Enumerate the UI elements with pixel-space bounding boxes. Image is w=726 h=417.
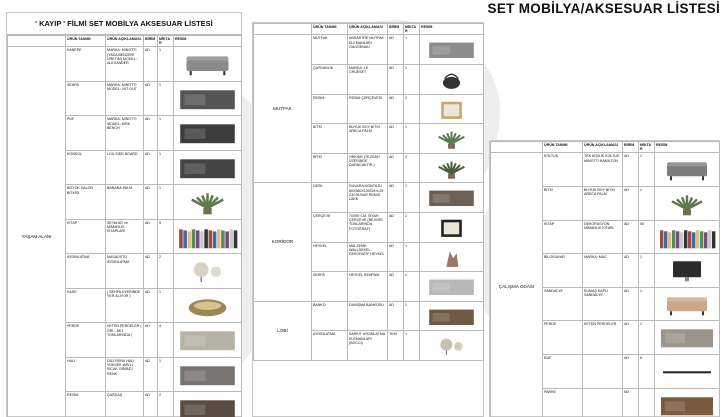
artwork-image: [176, 397, 239, 417]
cell-qty: 1: [404, 301, 420, 331]
cell-desc: BANANA PALM: [106, 185, 144, 220]
column-header: ÜRÜN AÇIKLAMASI: [583, 142, 623, 153]
cell-qty: 1: [404, 65, 420, 95]
cell-desc: MARKA: MINOTTI MODEL: JUT OUT: [106, 81, 144, 116]
cell-desc: ( SEHPA ÜZERİNDE YER ALIYOR ): [106, 288, 144, 323]
cell-qty: 1: [158, 116, 174, 151]
cell-name: KANEPE: [66, 47, 106, 82]
curtain-image: [176, 328, 239, 354]
furniture-table-2: [253, 23, 484, 361]
bench-image: [176, 121, 239, 147]
cell-name: KİTAP: [66, 219, 106, 254]
cell-qty: 1: [158, 150, 174, 185]
cell-desc: KETEN PERDELER: [583, 321, 623, 355]
cell-desc: BÜYÜK BOY BİTKİ ARECA PALM: [348, 124, 388, 154]
cell-name: PERDE: [66, 323, 106, 358]
column-header: ÜRÜN TANIMI: [312, 24, 348, 35]
cell-image: [420, 183, 484, 213]
cell-desc: [583, 388, 623, 417]
cell-name: PERDE: [543, 321, 583, 355]
cell-desc: MASAÜSTÜ AYDINLATMA: [106, 254, 144, 289]
category-label: LOBİ: [254, 301, 312, 360]
cell-desc: ÇAĞDAŞ: [106, 392, 144, 417]
cell-desc: DEKORASYON MİMARLIK KİTABI: [583, 220, 623, 254]
curtain-image: [657, 326, 717, 351]
parquet-image: [657, 394, 717, 417]
column-header: BİRİM: [388, 24, 404, 35]
cell-qty: 1: [404, 242, 420, 272]
cell-unit: AD: [388, 242, 404, 272]
cell-unit: AD: [388, 153, 404, 183]
cell-qty: 1: [639, 187, 655, 221]
cell-qty: 1: [639, 287, 655, 321]
cell-unit: AD: [144, 185, 158, 220]
cell-desc: MARKA: MAC: [583, 254, 623, 288]
cell-image: [420, 272, 484, 302]
orchid-image: [422, 159, 481, 180]
cell-unit: AD: [144, 116, 158, 151]
cell-unit: AD: [623, 187, 639, 221]
cell-desc: KETEN PERDELER ( GRİ - BEJ TONLARINDA ): [106, 323, 144, 358]
cell-unit: AD: [623, 254, 639, 288]
cell-qty: 1: [404, 124, 420, 154]
cell-qty: 5: [158, 219, 174, 254]
cell-image: [655, 388, 720, 417]
monitor-image: [657, 259, 717, 284]
column-header: ÜRÜN TANIMI: [543, 142, 583, 153]
cell-name: ÇAYDANLIK: [312, 65, 348, 95]
cell-image: [174, 254, 242, 289]
cell-name: BİTKİ: [312, 124, 348, 154]
cell-name: RESİM: [66, 392, 106, 417]
cell-qty: 2: [158, 392, 174, 417]
column-header: MİKTAR: [639, 142, 655, 153]
frame-image: [422, 100, 481, 121]
cell-image: [420, 94, 484, 124]
header-spacer: [8, 36, 66, 47]
bowl-image: [176, 294, 239, 320]
cell-unit: AD: [388, 35, 404, 65]
cell-unit: AD: [144, 254, 158, 289]
cell-desc: SEYAHAT ve MİMARLIK KİTAPLARI: [106, 219, 144, 254]
cell-qty: 2: [404, 94, 420, 124]
rug-image: [176, 363, 239, 389]
cell-unit: AD: [388, 124, 404, 154]
column-header: BİRİM: [144, 36, 158, 47]
pendant-light-image: [422, 336, 481, 357]
category-label: MUTFAK: [254, 35, 312, 183]
armchair-image: [657, 158, 717, 183]
cell-desc: DÜZ RENK HALI YÜKSEK HAVLI SICAK GRİ/BEJ RENK: [106, 357, 144, 392]
areca-plant-image: [657, 192, 717, 217]
cell-name: KASE: [66, 288, 106, 323]
cell-qty: 1: [404, 35, 420, 65]
cell-unit: AD: [388, 301, 404, 331]
cell-image: [655, 321, 720, 355]
chair-image: [657, 293, 717, 318]
cell-unit: AD: [388, 94, 404, 124]
header-spacer: [491, 142, 543, 153]
books-image: [176, 225, 239, 251]
cell-qty: [639, 388, 655, 417]
cell-qty: 6: [639, 354, 655, 388]
cell-qty: 3: [404, 153, 420, 183]
cell-unit: AD: [144, 392, 158, 417]
areca-plant-image: [422, 129, 481, 150]
cell-image: [174, 185, 242, 220]
cell-unit: AD: [144, 219, 158, 254]
cell-name: PARKE: [543, 388, 583, 417]
cell-name: AYDINLATMA: [312, 331, 348, 361]
cell-name: BİTKİ: [543, 187, 583, 221]
sculpture-image: [422, 248, 481, 269]
column-header: ÜRÜN AÇIKLAMASI: [106, 36, 144, 47]
cell-image: [174, 150, 242, 185]
cell-unit: AD: [388, 272, 404, 302]
cell-name: BİLGİSAYAR: [543, 254, 583, 288]
cell-unit: AD: [144, 357, 158, 392]
cell-qty: 50: [639, 220, 655, 254]
cell-qty: 1: [158, 288, 174, 323]
cell-desc: BÜYÜK BOY BİTKİ ARECA PALM: [583, 187, 623, 221]
cell-unit: AD: [388, 65, 404, 95]
table-header-row: [254, 24, 484, 35]
cell-unit: AD: [388, 212, 404, 242]
cell-name: PUF: [66, 116, 106, 151]
cell-desc: MARKA: MINOTTI MODEL: KIRK BENCH: [106, 116, 144, 151]
cell-image: [174, 323, 242, 358]
cell-qty: 1: [639, 254, 655, 288]
cell-name: RESİM: [312, 94, 348, 124]
cell-desc: ORKİDE (TEZGAH ÜZERİNDE DURACAKTIR.): [348, 153, 388, 183]
cell-desc: TEK KİŞİLİK KOLTUK MİNOTTİ HAMILTON: [583, 153, 623, 187]
cell-name: BİTKİ: [312, 153, 348, 183]
black-frame-image: [422, 218, 481, 239]
table-row: [491, 153, 720, 187]
cell-unit: AD: [144, 47, 158, 82]
table-row: [254, 35, 484, 65]
cell-name: RAF: [543, 354, 583, 388]
cell-desc: DUVARA MONTAJLI 80X380X100CM h:25 CM DUVAR RENGİ LAKE: [348, 183, 388, 213]
cell-image: [655, 254, 720, 288]
cell-image: [174, 116, 242, 151]
cell-name: ÇERÇEVE: [312, 212, 348, 242]
cell-unit: AD: [144, 150, 158, 185]
cell-desc: KUMAŞ KAPLI SANDALYE: [583, 287, 623, 321]
cell-name: MUTFAK: [312, 35, 348, 65]
cell-desc: [583, 354, 623, 388]
desk-lamp-image: [176, 259, 239, 285]
cell-image: [655, 220, 720, 254]
coffee-table-image: [176, 87, 239, 113]
cell-image: [420, 65, 484, 95]
cell-unit: M2: [623, 388, 639, 417]
books-image: [657, 226, 717, 251]
cell-image: [174, 392, 242, 417]
console-image: [176, 156, 239, 182]
cell-name: KİTAP: [543, 220, 583, 254]
cell-qty: 1: [158, 81, 174, 116]
column-header: ÜRÜN TANIMI: [66, 36, 106, 47]
cell-name: HEYKEL: [312, 242, 348, 272]
cell-unit: AD: [144, 288, 158, 323]
cell-image: [655, 287, 720, 321]
cell-name: KOLTUK: [543, 153, 583, 187]
cell-image: [420, 331, 484, 361]
column-header: RESİM: [655, 142, 720, 153]
cell-image: [174, 81, 242, 116]
cell-unit: AD: [623, 354, 639, 388]
furniture-table-3: [490, 141, 720, 417]
cell-image: [420, 301, 484, 331]
table-row: [254, 301, 484, 331]
panel-title: ' KAYIP ' FİLMİ SET MOBİLYA AKSESUAR LİSTESİ: [7, 13, 241, 35]
cell-name: SANDALYE: [543, 287, 583, 321]
cell-desc: 70X90 CM. SİYAH ÇERÇEVE (BEJ/GRİ TONLARINDA FOTOĞRAF): [348, 212, 388, 242]
cell-image: [420, 212, 484, 242]
cell-qty: 2: [158, 254, 174, 289]
cell-image: [174, 219, 242, 254]
cell-qty: 1: [158, 185, 174, 220]
cell-qty: 4: [158, 323, 174, 358]
oven-image: [422, 40, 481, 61]
cell-desc: LOU SIDE BOARD: [106, 150, 144, 185]
cell-name: DESK: [312, 183, 348, 213]
cell-qty: 1: [639, 153, 655, 187]
table-header-row: [8, 36, 242, 47]
cell-unit: AD: [144, 81, 158, 116]
cell-name: BOYOK SALON BİTKİSİ: [66, 185, 106, 220]
cell-unit: AD: [144, 323, 158, 358]
category-label: ÇALIŞMA ODASI: [491, 153, 543, 417]
column-header: MİKTAR: [404, 24, 420, 35]
cell-name: BANKO: [312, 301, 348, 331]
cell-image: [420, 124, 484, 154]
cell-qty: 1: [404, 212, 420, 242]
cell-desc: MARKA: LE CRUESET: [348, 65, 388, 95]
shelf-image: [657, 360, 717, 385]
sofa-image: [176, 52, 239, 78]
cell-image: [174, 288, 242, 323]
furniture-table-1: [7, 35, 242, 417]
cell-qty: 1: [158, 357, 174, 392]
cell-desc: HEYKEL SEHPASI: [348, 272, 388, 302]
cell-unit: AD: [623, 153, 639, 187]
cell-image: [420, 242, 484, 272]
cell-name: KONSOL: [66, 150, 106, 185]
cell-desc: DANIŞMA BANKOSU: [348, 301, 388, 331]
cell-desc: ANKASTRE MUTFAK ELEMANLARI GAGGENAU: [348, 35, 388, 65]
column-header: RESİM: [420, 24, 484, 35]
cell-image: [420, 35, 484, 65]
cell-image: [174, 357, 242, 392]
column-header: BİRİM: [623, 142, 639, 153]
table-header-row: [491, 142, 720, 153]
column-header: RESİM: [174, 36, 242, 47]
cell-image: [420, 153, 484, 183]
wall-desk-image: [422, 188, 481, 209]
table-row: [8, 47, 242, 82]
category-label: YAŞAM ALANI: [8, 47, 66, 417]
cell-image: [655, 187, 720, 221]
panel-living-area: [6, 12, 242, 417]
cell-qty: 1: [639, 321, 655, 355]
kettle-image: [422, 70, 481, 91]
cell-desc: RESİM ÇERÇEVESİ: [348, 94, 388, 124]
cell-qty: 1: [404, 331, 420, 361]
page-title: SET MOBİLYA/AKSESUAR LİSTESİ: [487, 1, 720, 16]
cell-name: HALI: [66, 357, 106, 392]
cell-name: AYDINLATMA: [66, 254, 106, 289]
cell-desc: SARKIT AYDINLATMA ELEMANLARI (BOCCI): [348, 331, 388, 361]
cell-qty: 1: [158, 47, 174, 82]
table-row: [254, 183, 484, 213]
column-header: MİKTAR: [158, 36, 174, 47]
category-label: KORİDOR: [254, 183, 312, 301]
cell-unit: AD: [623, 321, 639, 355]
cell-unit: AD: [388, 183, 404, 213]
cell-name: SEHPA: [312, 272, 348, 302]
cell-image: [655, 354, 720, 388]
cell-desc: MARKA: MINOTTI (YADA BENZERİ ÜRETİM) MODEL: ALEXANDER: [106, 47, 144, 82]
cell-name: SEHPA: [66, 81, 106, 116]
palm-plant-image: [176, 190, 239, 216]
cell-image: [174, 47, 242, 82]
header-spacer: [254, 24, 312, 35]
cell-image: [655, 153, 720, 187]
panel-study-room: [489, 140, 720, 417]
cell-unit: AD: [623, 220, 639, 254]
cell-unit: AD: [623, 287, 639, 321]
cell-qty: 1: [404, 272, 420, 302]
cell-unit: TKM: [388, 331, 404, 361]
column-header: ÜRÜN AÇIKLAMASI: [348, 24, 388, 35]
counter-image: [422, 307, 481, 328]
pedestal-image: [422, 277, 481, 298]
cell-desc: MALZEME: WALLDEKEL DEKORATİF HEYKEL: [348, 242, 388, 272]
cell-qty: 1: [404, 183, 420, 213]
panel-kitchen-corridor-lobby: [252, 22, 484, 417]
